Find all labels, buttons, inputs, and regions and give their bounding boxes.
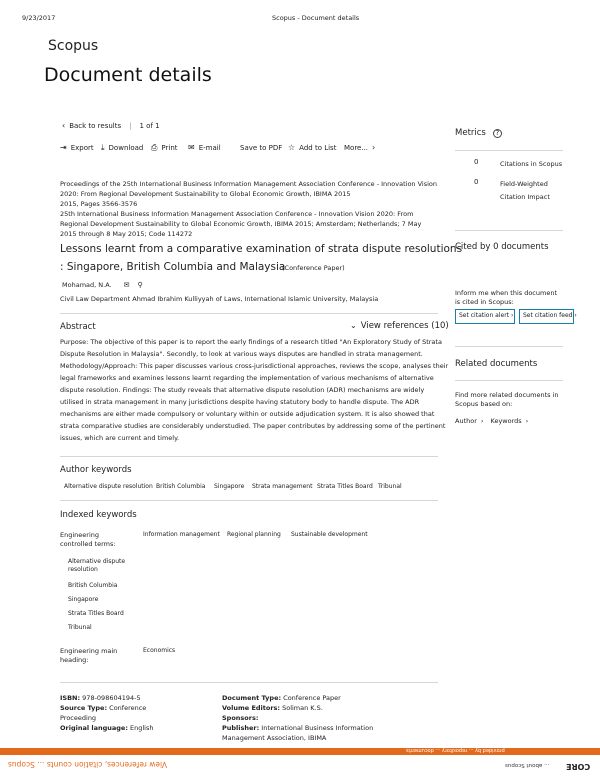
- author-keyword: Alternative dispute resolution: [64, 483, 153, 490]
- abstract-line: mechanisms are either made compulsory or voluntary within or outside adjudication system. It is also showed that: [60, 410, 435, 418]
- author-link[interactable]: Mohamad, N.A.: [62, 281, 112, 289]
- source-line-1[interactable]: Proceedings of the 25th International Business Information Management Association Conference - Innovation Vision: [60, 180, 438, 188]
- person-icon[interactable]: ⚲: [137, 280, 143, 289]
- abstract-line: Purpose: The objective of this paper is to report the early findings of a research titled "An Exploratory Study of Strata: [60, 338, 442, 346]
- find-related-text: Scopus based on:: [455, 400, 513, 408]
- source-line-3: 2015, Pages 3566-3576: [60, 200, 138, 208]
- inform-text: Inform me when this document: [455, 289, 557, 297]
- uncontrolled-term: Alternative dispute: [68, 558, 126, 565]
- main-heading-label: heading:: [60, 656, 89, 664]
- add-to-list-button[interactable]: ☆ Add to List: [288, 143, 337, 152]
- divider: [60, 456, 438, 457]
- export-icon: ⇥: [60, 143, 67, 152]
- source-line-4: 25th International Business Information Management Association Conference - Innovation Vision 2020: From: [60, 210, 414, 218]
- print-date: 9/23/2017: [22, 14, 56, 22]
- author-keywords-heading: Author keywords: [60, 465, 132, 475]
- divider: [60, 313, 438, 314]
- affiliation: Civil Law Department Ahmad Ibrahim Kulliyyah of Laws, International Islamic University, Malaysia: [60, 295, 379, 303]
- abstract-line: Methodology/Approach: This paper discusses various cross-jurisdictional approaches, reviews the scope, analyses their: [60, 362, 449, 370]
- save-pdf-button[interactable]: Save to PDF: [240, 144, 283, 152]
- related-documents-heading: Related documents: [455, 359, 538, 369]
- footer-bar: [0, 748, 600, 755]
- abstract-line: utilised in strata management in many jurisdictions despite having statutory body to handle dispute. The ADR: [60, 398, 420, 406]
- related-author-link[interactable]: Author: [455, 417, 477, 425]
- sponsors-label: Sponsors:: [222, 714, 259, 722]
- abstract-line: legal frameworks and examines lessons learnt regarding the implementation of various mechanisms of alternative: [60, 374, 434, 382]
- help-icon[interactable]: ?: [493, 129, 502, 138]
- document-type-label: Document Type:: [222, 694, 282, 702]
- fwci-count: 0: [474, 178, 479, 186]
- indexed-keywords-heading: Indexed keywords: [60, 510, 137, 520]
- main-heading-term: Economics: [143, 647, 176, 654]
- eng-controlled-label: Engineering: [60, 531, 99, 539]
- volume-editors-label: Volume Editors:: [222, 704, 281, 712]
- chevron-down-icon: ⌄: [350, 321, 357, 330]
- publisher-value: International Business Information: [261, 724, 374, 732]
- source-line-5: Regional Development Sustainability to Global Economic Growth, IBIMA 2015; Amsterdam; Netherlands; 7 May: [60, 220, 422, 228]
- printer-icon: ⎙: [151, 143, 158, 152]
- core-logo: CORE: [566, 762, 591, 771]
- nav-separator: |: [129, 122, 132, 130]
- divider: [60, 682, 438, 683]
- source-type-value: Conference: [109, 704, 147, 712]
- export-button[interactable]: ⇥ Export: [60, 143, 94, 152]
- isbn-label: ISBN:: [60, 694, 81, 702]
- uncontrolled-term: British Columbia: [68, 582, 118, 589]
- divider: [60, 500, 438, 501]
- chevron-right-icon: ›: [480, 417, 484, 425]
- volume-editors-value: Soliman K.S.: [282, 704, 323, 712]
- source-type-value-2: Proceeding: [60, 714, 97, 722]
- fwci-label: Citation Impact: [500, 193, 550, 201]
- eng-controlled-term: Information management: [143, 531, 220, 538]
- download-icon: ⤓: [101, 143, 105, 152]
- citations-label: Citations in Scopus: [500, 160, 563, 168]
- author-keyword: British Columbia: [156, 483, 206, 490]
- citations-count: 0: [474, 158, 479, 166]
- isbn-value: 978-098604194-5: [82, 694, 141, 702]
- abstract-line: dispute resolution. Findings: The study reveals that alternative dispute resolution (ADR) mechanisms are widely: [60, 386, 425, 394]
- chevron-right-icon: ›: [372, 143, 376, 152]
- abstract-line: Dispute Resolution in Malaysia". Secondly, to look at various ways disputes are handled in strata management.: [60, 350, 423, 358]
- star-icon: ☆: [288, 143, 296, 152]
- main-heading-label: Engineering main: [60, 647, 118, 655]
- author-keyword: Strata Titles Board: [317, 483, 373, 490]
- publisher-value-2: Management Association, IBIMA: [222, 734, 327, 742]
- page-title: Document details: [44, 64, 212, 86]
- back-to-results-link[interactable]: Back to results: [69, 122, 122, 130]
- document-type-value: Conference Paper: [283, 694, 341, 702]
- author-keyword: Singapore: [214, 483, 245, 490]
- eng-controlled-term: Sustainable development: [291, 531, 368, 538]
- document-title-line-1: Lessons learnt from a comparative examination of strata dispute resolutions: [60, 243, 463, 255]
- abstract-line: strata comparative studies are considerably understudied. The paper contributes by addressing some of the pertinent: [60, 422, 446, 430]
- footer-mirrored-note: ... about Scopus: [505, 762, 550, 768]
- divider: [455, 380, 563, 381]
- footer-mirrored-top: provided by ... repository ... documents: [406, 747, 505, 753]
- uncontrolled-term: Singapore: [68, 596, 99, 603]
- uncontrolled-term: resolution: [68, 566, 98, 573]
- author-keyword: Tribunal: [378, 483, 402, 490]
- set-citation-feed-button[interactable]: Set citation feed ›: [519, 309, 574, 324]
- email-icon: ✉: [188, 143, 195, 152]
- source-line-2[interactable]: 2020: From Regional Development Sustainability to Global Economic Growth, IBIMA 2015: [60, 190, 351, 198]
- email-icon[interactable]: ✉: [123, 280, 130, 289]
- document-type: (Conference Paper): [282, 264, 345, 272]
- language-value: English: [130, 724, 154, 732]
- set-citation-alert-button[interactable]: Set citation alert ›: [455, 309, 515, 324]
- metrics-heading: Metrics: [455, 128, 486, 138]
- find-related-text: Find more related documents in: [455, 391, 559, 399]
- abstract-heading: Abstract: [60, 322, 96, 332]
- view-references-link[interactable]: ⌄ View references (10): [350, 321, 449, 331]
- abstract-line: issues, which are current and timely.: [60, 434, 180, 442]
- uncontrolled-term: Strata Titles Board: [68, 610, 124, 617]
- print-title: Scopus - Document details: [272, 14, 360, 22]
- divider: [455, 230, 563, 231]
- fwci-label: Field-Weighted: [500, 180, 548, 188]
- related-keywords-link[interactable]: Keywords: [490, 417, 522, 425]
- print-button[interactable]: ⎙ Print: [151, 143, 178, 152]
- more-button[interactable]: More... ›: [344, 143, 376, 152]
- uncontrolled-term: Tribunal: [68, 624, 92, 631]
- author-keyword: Strata management: [252, 483, 313, 490]
- source-line-6: 2015 through 8 May 2015; Code 114272: [60, 230, 193, 238]
- chevron-right-icon: ›: [510, 312, 514, 319]
- chevron-right-icon: ›: [574, 312, 577, 319]
- source-type-label: Source Type:: [60, 704, 108, 712]
- divider: [455, 346, 563, 347]
- download-button[interactable]: ⤓ Download: [101, 143, 144, 152]
- cited-by-heading: Cited by 0 documents: [455, 242, 549, 252]
- eng-controlled-term: Regional planning: [227, 531, 281, 538]
- divider: [455, 150, 563, 151]
- chevron-left-icon: ‹: [62, 121, 66, 130]
- inform-text: is cited in Scopus:: [455, 298, 514, 306]
- pager: 1 of 1: [139, 122, 160, 130]
- scopus-logo[interactable]: Scopus: [48, 38, 99, 54]
- eng-controlled-label: controlled terms:: [60, 540, 116, 548]
- publisher-label: Publisher:: [222, 724, 260, 732]
- chevron-right-icon: ›: [525, 417, 529, 425]
- email-button[interactable]: ✉ E-mail: [188, 143, 221, 152]
- language-label: Original language:: [60, 724, 128, 732]
- document-title-line-2: : Singapore, British Columbia and Malaysia: [60, 261, 286, 273]
- footer-mirrored-link[interactable]: View references, citation counts ... Scopus: [8, 760, 168, 769]
